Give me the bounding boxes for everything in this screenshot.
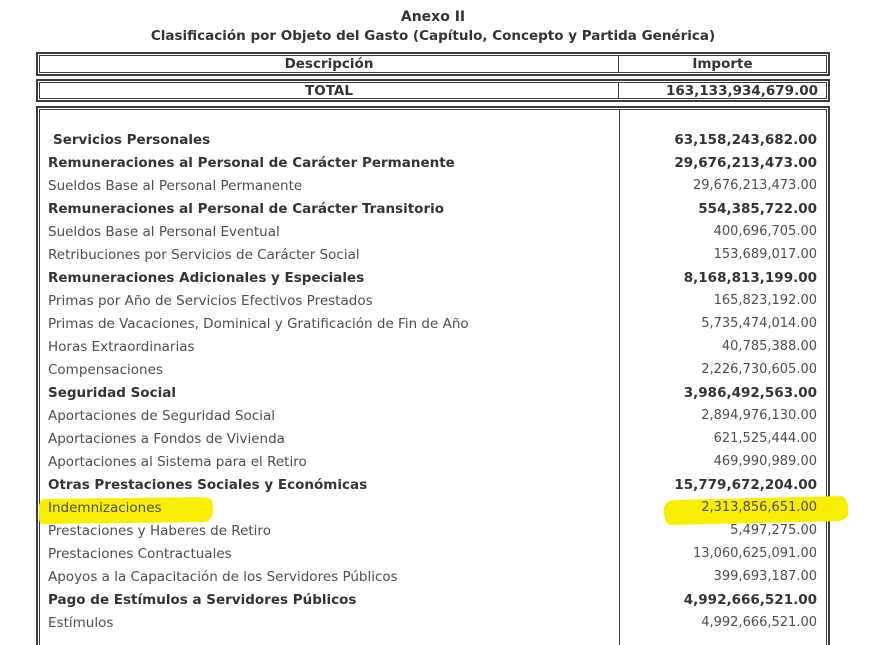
row-amount-cell bbox=[620, 132, 826, 148]
row-amount-text: 469,990,989.00 bbox=[713, 454, 817, 469]
row-amount-text: 153,689,017.00 bbox=[713, 247, 817, 262]
row-amount-text: 165,823,192.00 bbox=[713, 293, 817, 308]
total-row-box bbox=[36, 79, 830, 102]
table-row bbox=[40, 128, 826, 151]
row-amount-text: 40,785,388.00 bbox=[721, 339, 817, 354]
row-description-cell bbox=[40, 569, 620, 585]
table-row bbox=[40, 381, 826, 404]
row-amount-cell bbox=[620, 615, 826, 630]
row-amount-text: 5,735,474,014.00 bbox=[701, 316, 817, 331]
row-amount-text: 3,986,492,563.00 bbox=[683, 384, 817, 401]
table-row bbox=[40, 335, 826, 358]
table-row bbox=[40, 450, 826, 473]
row-amount-text: 29,676,213,473.00 bbox=[674, 154, 817, 171]
row-amount-text: 2,313,856,651.00 bbox=[701, 500, 817, 515]
row-description-cell bbox=[40, 431, 620, 447]
table-body-rows bbox=[40, 110, 826, 634]
total-label: TOTAL bbox=[305, 82, 353, 99]
row-description-cell bbox=[40, 615, 620, 631]
table-row bbox=[40, 542, 826, 565]
row-amount-cell bbox=[620, 523, 826, 538]
row-description-text: Remuneraciones Adicionales y Especiales bbox=[48, 269, 365, 286]
table-row bbox=[40, 220, 826, 243]
row-amount-text: 15,779,672,204.00 bbox=[674, 476, 817, 493]
row-amount-text: 2,226,730,605.00 bbox=[701, 362, 817, 377]
row-amount-cell bbox=[620, 316, 826, 331]
row-amount-cell bbox=[620, 431, 826, 446]
row-amount-cell bbox=[620, 155, 826, 171]
row-description-text: Aportaciones de Seguridad Social bbox=[48, 407, 275, 424]
row-description-text: Sueldos Base al Personal Permanente bbox=[48, 177, 303, 194]
row-description-cell bbox=[40, 316, 620, 332]
row-description-text: Compensaciones bbox=[48, 361, 163, 378]
row-description-cell bbox=[40, 155, 620, 171]
row-description-cell bbox=[40, 546, 620, 562]
table-row bbox=[40, 519, 826, 542]
table-row bbox=[40, 588, 826, 611]
row-description-cell bbox=[40, 385, 620, 401]
row-description-cell bbox=[40, 477, 620, 493]
row-description-cell bbox=[40, 247, 620, 263]
amount-header-label: Importe bbox=[692, 56, 753, 72]
row-amount-cell bbox=[620, 224, 826, 239]
row-description-text: Otras Prestaciones Sociales y Económicas bbox=[48, 476, 368, 493]
column-header-box bbox=[36, 52, 830, 76]
row-description-cell bbox=[40, 408, 620, 424]
table-row bbox=[40, 289, 826, 312]
row-description-text: Aportaciones al Sistema para el Retiro bbox=[48, 453, 307, 470]
row-amount-cell bbox=[620, 385, 826, 401]
row-amount-cell bbox=[620, 339, 826, 354]
table-row bbox=[40, 611, 826, 634]
row-amount-text: 4,992,666,521.00 bbox=[683, 591, 817, 608]
row-amount-cell bbox=[620, 477, 826, 493]
table-row bbox=[40, 151, 826, 174]
row-description-text: Indemnizaciones bbox=[48, 499, 162, 516]
row-amount-cell bbox=[620, 454, 826, 469]
row-description-cell bbox=[40, 293, 620, 309]
row-description-cell bbox=[40, 132, 620, 148]
row-description-cell bbox=[40, 201, 620, 217]
table-body-box bbox=[36, 106, 830, 645]
row-description-cell bbox=[40, 500, 620, 516]
row-description-cell bbox=[40, 523, 620, 539]
row-amount-text: 5,497,275.00 bbox=[730, 523, 817, 538]
row-amount-cell bbox=[620, 201, 826, 217]
total-value: 163,133,934,679.00 bbox=[665, 82, 818, 99]
table-row bbox=[40, 473, 826, 496]
row-amount-text: 4,992,666,521.00 bbox=[701, 615, 817, 630]
table-row bbox=[40, 358, 826, 381]
page-title: Anexo II bbox=[400, 9, 466, 25]
row-amount-cell bbox=[620, 546, 826, 561]
row-description-text: Remuneraciones al Personal de Carácter Transitorio bbox=[48, 200, 445, 217]
column-header-description bbox=[40, 56, 619, 72]
row-amount-text: 63,158,243,682.00 bbox=[674, 131, 817, 148]
row-amount-text: 621,525,444.00 bbox=[713, 431, 817, 446]
table-row bbox=[40, 266, 826, 289]
table-row bbox=[40, 197, 826, 220]
row-description-text: Seguridad Social bbox=[48, 384, 176, 401]
table-row bbox=[40, 496, 826, 519]
row-amount-cell bbox=[620, 408, 826, 423]
row-amount-text: 2,894,976,130.00 bbox=[701, 408, 817, 423]
row-description-text: Retribuciones por Servicios de Carácter Social bbox=[48, 246, 360, 263]
table-row bbox=[40, 404, 826, 427]
page-subtitle: Clasificación por Objeto del Gasto (Capítulo, Concepto y Partida Genérica) bbox=[150, 28, 716, 44]
row-amount-cell bbox=[620, 500, 826, 515]
row-amount-cell bbox=[620, 592, 826, 608]
row-description-text: Horas Extraordinarias bbox=[48, 338, 195, 355]
row-description-cell bbox=[40, 224, 620, 240]
row-amount-text: 29,676,213,473.00 bbox=[692, 178, 817, 193]
row-description-text: Pago de Estímulos a Servidores Públicos bbox=[48, 591, 357, 608]
total-value-cell bbox=[619, 83, 826, 98]
row-amount-cell bbox=[620, 247, 826, 262]
row-amount-text: 13,060,625,091.00 bbox=[692, 546, 817, 561]
column-header-amount bbox=[619, 56, 826, 72]
row-description-cell bbox=[40, 178, 620, 194]
description-header-label: Descripción bbox=[284, 56, 374, 72]
row-amount-cell bbox=[620, 178, 826, 193]
row-description-text: Prestaciones y Haberes de Retiro bbox=[48, 522, 271, 539]
row-description-text: Primas por Año de Servicios Efectivos Prestados bbox=[48, 292, 373, 309]
row-description-text: Prestaciones Contractuales bbox=[48, 545, 232, 562]
row-description-text: Primas de Vacaciones, Dominical y Gratificación de Fin de Año bbox=[48, 315, 469, 332]
row-amount-text: 399,693,187.00 bbox=[713, 569, 817, 584]
row-amount-cell bbox=[620, 569, 826, 584]
row-amount-text: 400,696,705.00 bbox=[713, 224, 817, 239]
row-description-text: Aportaciones a Fondos de Vivienda bbox=[48, 430, 285, 447]
row-description-cell bbox=[40, 339, 620, 355]
row-amount-text: 8,168,813,199.00 bbox=[683, 269, 817, 286]
row-description-cell bbox=[40, 454, 620, 470]
table-row bbox=[40, 243, 826, 266]
row-amount-cell bbox=[620, 270, 826, 286]
table-row bbox=[40, 174, 826, 197]
row-description-cell bbox=[40, 592, 620, 608]
row-description-text: Apoyos a la Capacitación de los Servidores Públicos bbox=[48, 568, 398, 585]
row-description-text: Remuneraciones al Personal de Carácter Permanente bbox=[48, 154, 455, 171]
row-description-cell bbox=[40, 362, 620, 378]
row-description-text: Sueldos Base al Personal Eventual bbox=[48, 223, 280, 240]
table-row bbox=[40, 427, 826, 450]
row-amount-text: 554,385,722.00 bbox=[698, 200, 817, 217]
row-description-text: Estímulos bbox=[48, 614, 114, 631]
row-amount-cell bbox=[620, 293, 826, 308]
table-row bbox=[40, 565, 826, 588]
total-label-cell bbox=[40, 83, 619, 98]
row-description-cell bbox=[40, 270, 620, 286]
table-row bbox=[40, 312, 826, 335]
row-amount-cell bbox=[620, 362, 826, 377]
row-description-text: Servicios Personales bbox=[53, 131, 211, 148]
